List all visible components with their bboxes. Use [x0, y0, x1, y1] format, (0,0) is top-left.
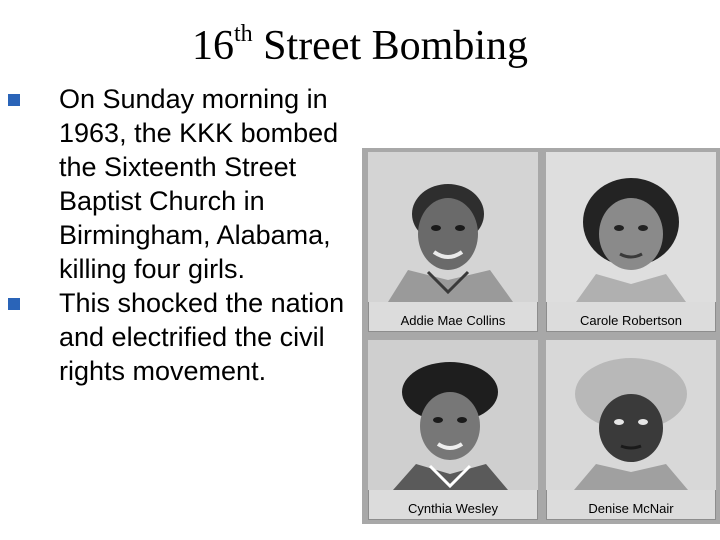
- photo-caption: Denise McNair: [588, 501, 674, 516]
- square-bullet-icon: [8, 298, 20, 310]
- title-rest: Street Bombing: [252, 23, 528, 69]
- photo-carole-robertson: [546, 152, 716, 332]
- bullet-item: [0, 286, 352, 388]
- portrait-image: [368, 152, 538, 302]
- bullet-list: [0, 82, 352, 388]
- slide-title: [0, 22, 720, 70]
- photo-caption: Cynthia Wesley: [407, 501, 499, 516]
- bullet-text: On Sunday morning in 1963, the KKK bombed the Sixteenth Street Baptist Church in Birmingham, Alabama, killing four girls.: [59, 84, 339, 284]
- photo-caption: Addie Mae Collins: [400, 313, 506, 328]
- bullet-text: This shocked the nation and electrified the civil rights movement.: [59, 288, 345, 386]
- square-bullet-icon: [8, 94, 20, 106]
- photo-denise-mcnair: [546, 340, 716, 520]
- title-main: 16: [192, 23, 234, 69]
- portrait-image: [368, 340, 538, 490]
- victims-photo-collage: [362, 148, 720, 524]
- portrait-image: [546, 340, 716, 490]
- photo-caption: Carole Robertson: [580, 313, 682, 328]
- photo-addie-mae-collins: [368, 152, 538, 332]
- photo-cynthia-wesley: [368, 340, 538, 520]
- title-superscript: th: [234, 21, 253, 47]
- bullet-item: [0, 82, 352, 286]
- portrait-image: [546, 152, 716, 302]
